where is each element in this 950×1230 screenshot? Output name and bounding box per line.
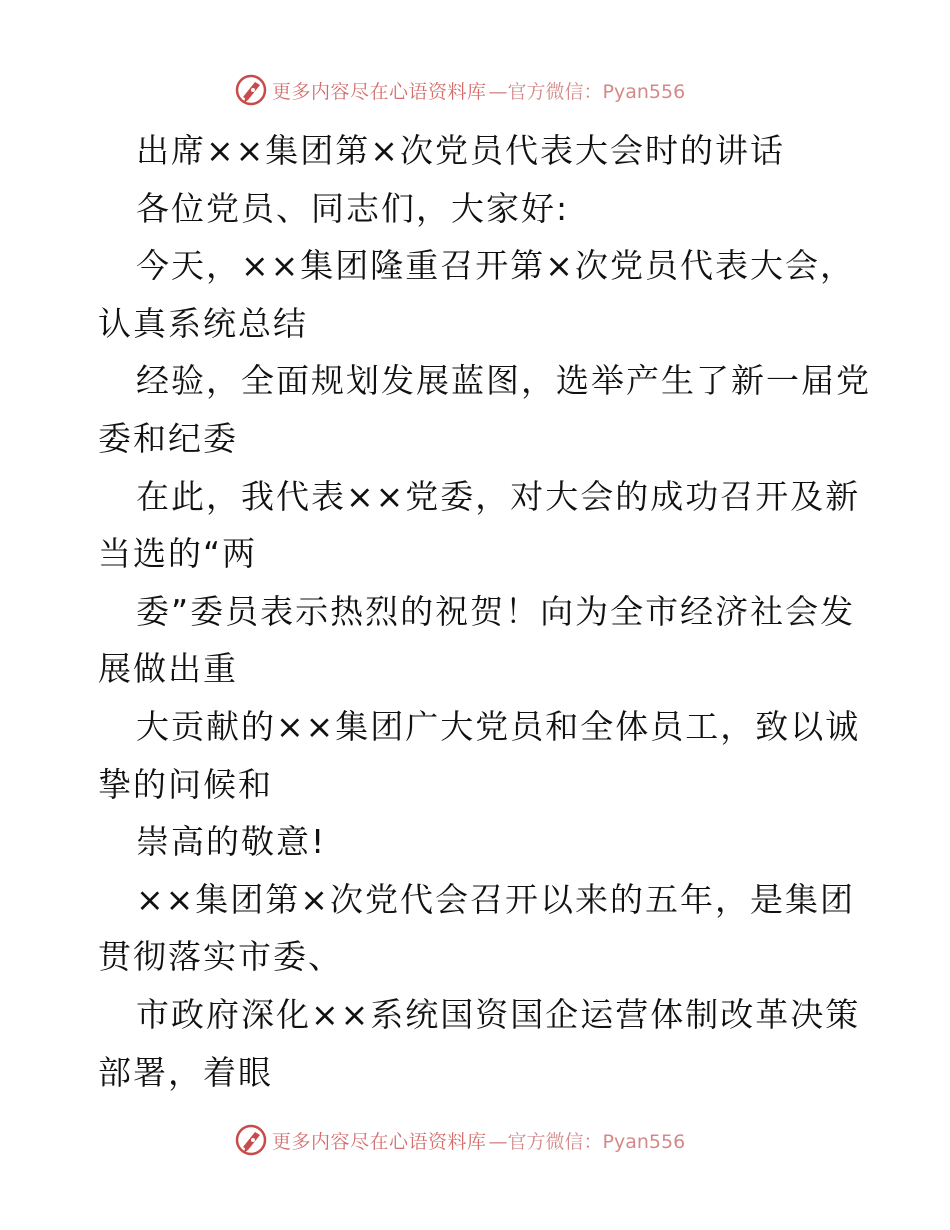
document-line: 当选的“两 [98,534,258,574]
pen-nib-circle-logo-icon [234,1123,268,1157]
document-line: 部署，着眼 [98,1052,273,1092]
document-line: ××集团第×次党代会召开以来的五年，是集团 [136,879,855,919]
pen-nib-circle-logo-icon [234,73,268,107]
header-banner [234,72,714,108]
document-line: 贯彻落实市委、 [98,937,343,977]
document-line: 大贡献的××集团广大党员和全体员工，致以诚 [136,706,861,746]
document-line: 各位党员、同志们，大家好: [136,188,570,228]
document-line: 今天，××集团隆重召开第×次党员代表大会， [136,246,855,286]
document-title: 出席××集团第×次党员代表大会时的讲话 [136,131,785,170]
footer-banner-sub-text: —官方微信：Pyan556 [488,1130,686,1153]
document-line: 委和纪委 [98,418,238,458]
document-line: 展做出重 [98,649,238,689]
header-banner-main-text: 更多内容尽在心语资料库 [272,80,487,103]
document-line: 在此，我代表××党委，对大会的成功召开及新 [136,476,861,516]
document-line: 经验，全面规划发展蓝图，选举产生了新一届党 [136,361,871,401]
document-line: 委”委员表示热烈的祝贺！向为全市经济社会发 [136,591,856,631]
document-line: 市政府深化××系统国资国企运营体制改革决策 [136,994,861,1034]
document-line: 挚的问候和 [98,764,273,804]
header-banner-sub-text: —官方微信：Pyan556 [488,80,686,103]
footer-banner-main-text: 更多内容尽在心语资料库 [272,1130,487,1153]
document-line: 认真系统总结 [98,303,308,343]
footer-banner [234,1122,714,1158]
document-body [98,122,871,1101]
document-line: 崇高的敬意! [136,822,327,862]
